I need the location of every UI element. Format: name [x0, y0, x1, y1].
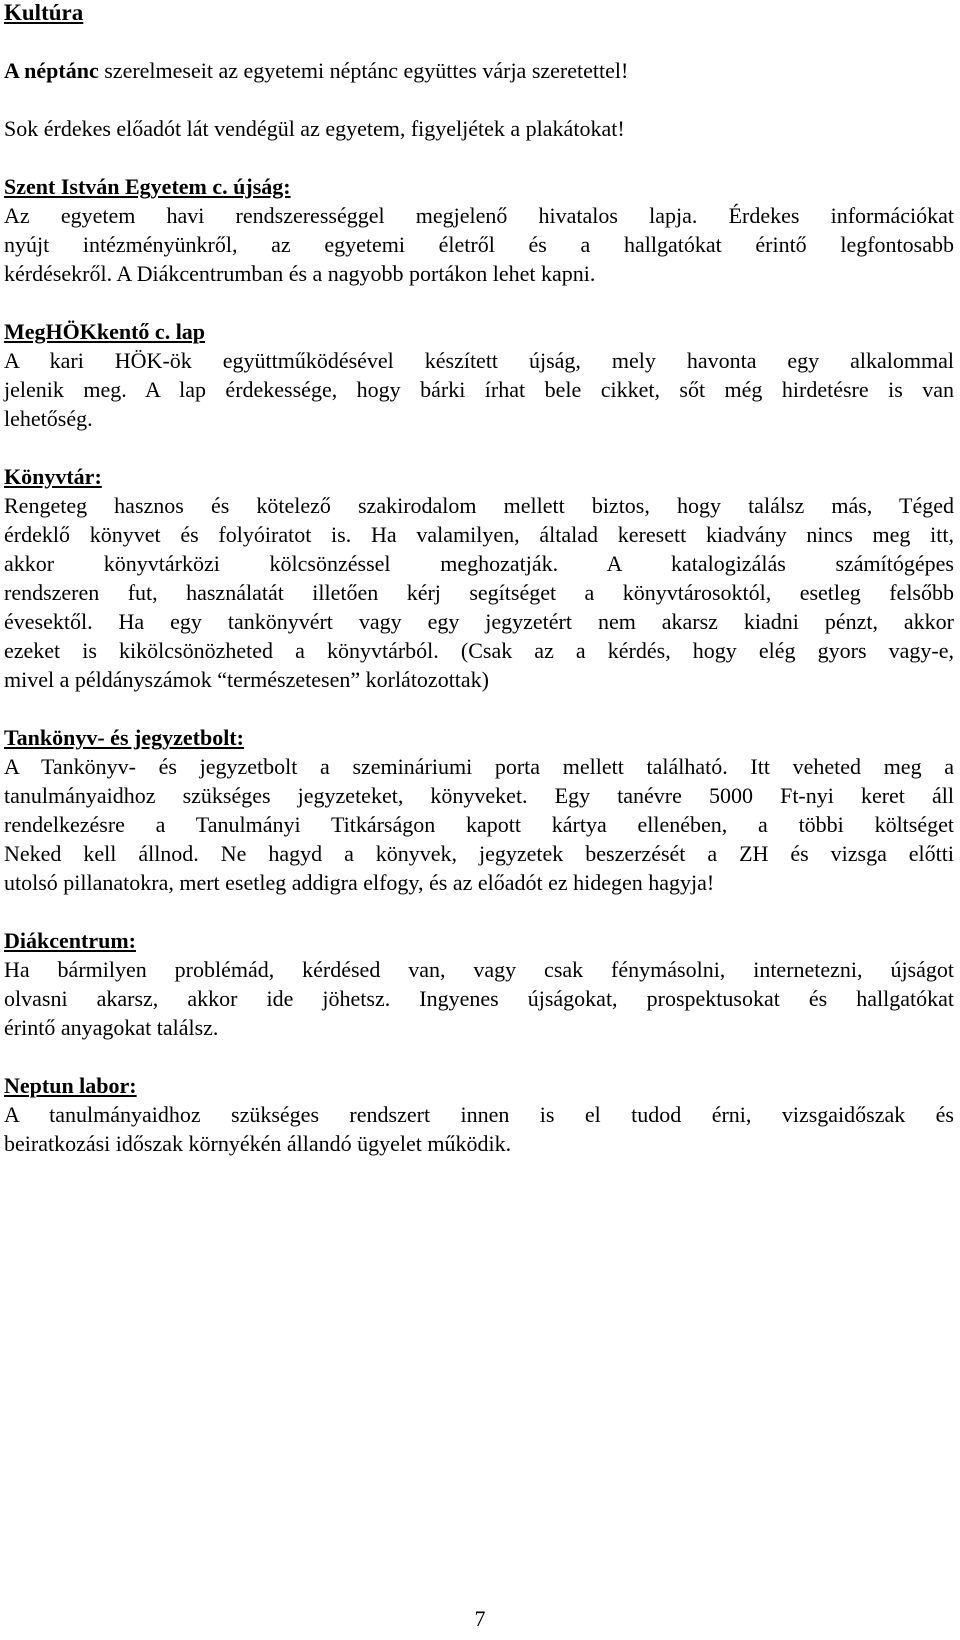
section-szie-ujsag [4, 172, 954, 288]
section-line: kérdésekről. A Diákcentrumban és a nagyobb portákon lehet kapni. [4, 261, 596, 286]
section-line: Neked kell állnod. Ne hagyd a könyvek, jegyzetek beszerzését a ZH és vizsga előtti [4, 841, 954, 866]
section-line: rendelkezésre a Tanulmányi Titkárságon kapott kártya ellenében, a többi költséget [4, 812, 954, 837]
section-line: évesektől. Ha egy tankönyvért vagy egy jegyzetért nem akarsz kiadni pénzt, akkor [4, 609, 954, 634]
section-heading: Diákcentrum: [4, 928, 136, 953]
section-line: ezeket is kikölcsönözheted a könyvtárból. (Csak az a kérdés, hogy elég gyors vagy-e, [4, 638, 954, 663]
section-line: érintő anyagokat találsz. [4, 1015, 219, 1040]
section-heading: Könyvtár: [4, 464, 102, 489]
section-line: A tanulmányaidhoz szükséges rendszert innen is el tudod érni, vizsgaidőszak és [4, 1102, 954, 1127]
section-tankonyv-jegyzetbolt [4, 723, 954, 897]
section-line: tanulmányaidhoz szükséges jegyzeteket, könyveket. Egy tanévre 5000 Ft-nyi keret áll [4, 783, 954, 808]
document-page [4, 0, 954, 1187]
neptanc-paragraph [4, 56, 954, 85]
section-line: beiratkozási időszak környékén állandó ügyelet működik. [4, 1131, 512, 1156]
section-line: lehetőség. [4, 406, 93, 431]
neptanc-text: szerelmeseit az egyetemi néptánc együttes várja szeretettel! [98, 58, 629, 83]
section-line: jelenik meg. A lap érdekessége, hogy bárki írhat bele cikket, sőt még hirdetésre is van [4, 377, 954, 402]
section-diakcentrum [4, 926, 954, 1042]
section-line: rendszeren fut, használatát illetően kérj segítséget a könyvtárosoktól, esetleg felsőbb [4, 580, 954, 605]
section-heading: Szent István Egyetem c. újság: [4, 174, 291, 199]
section-heading: Neptun labor: [4, 1073, 137, 1098]
section-line: utolsó pillanatokra, mert esetleg addigra elfogy, és az előadót ez hidegen hagyja! [4, 870, 715, 895]
section-line: Ha bármilyen problémád, kérdésed van, vagy csak fénymásolni, internetezni, újságot [4, 957, 954, 982]
page-title: Kultúra [4, 0, 84, 25]
section-line: A kari HÖK-ök együttműködésével készített újság, mely havonta egy alkalommal [4, 348, 954, 373]
section-line: nyújt intézményünkről, az egyetemi életről és a hallgatókat érintő legfontosabb [4, 232, 954, 257]
section-line: olvasni akarsz, akkor ide jöhetsz. Ingyenes újságokat, prospektusokat és hallgatókat [4, 986, 954, 1011]
page-number: 7 [474, 1606, 486, 1631]
section-line: A Tankönyv- és jegyzetbolt a szemináriumi porta mellett található. Itt veheted meg a [4, 754, 954, 779]
section-heading: MegHÖKkentő c. lap [4, 319, 206, 344]
section-line: Az egyetem havi rendszerességgel megjelenő hivatalos lapja. Érdekes információkat [4, 203, 954, 228]
section-line: Rengeteg hasznos és kötelező szakirodalom mellett biztos, hogy találsz más, Téged [4, 493, 954, 518]
eloadok-paragraph: Sok érdekes előadót lát vendégül az egyetem, figyeljétek a plakátokat! [4, 116, 625, 141]
neptanc-bold-text: A néptánc [4, 58, 99, 83]
section-neptun-labor [4, 1071, 954, 1158]
section-heading: Tankönyv- és jegyzetbolt: [4, 725, 244, 750]
section-line: akkor könyvtárközi kölcsönzéssel meghozatják. A katalogizálás számítógépes [4, 551, 954, 576]
section-konyvtar [4, 462, 954, 694]
section-meghokkento [4, 317, 954, 433]
section-line: mivel a példányszámok “természetesen” korlátozottak) [4, 667, 490, 692]
section-line: érdeklő könyvet és folyóiratot is. Ha valamilyen, általad keresett kiadvány nincs meg itt, [4, 522, 954, 547]
